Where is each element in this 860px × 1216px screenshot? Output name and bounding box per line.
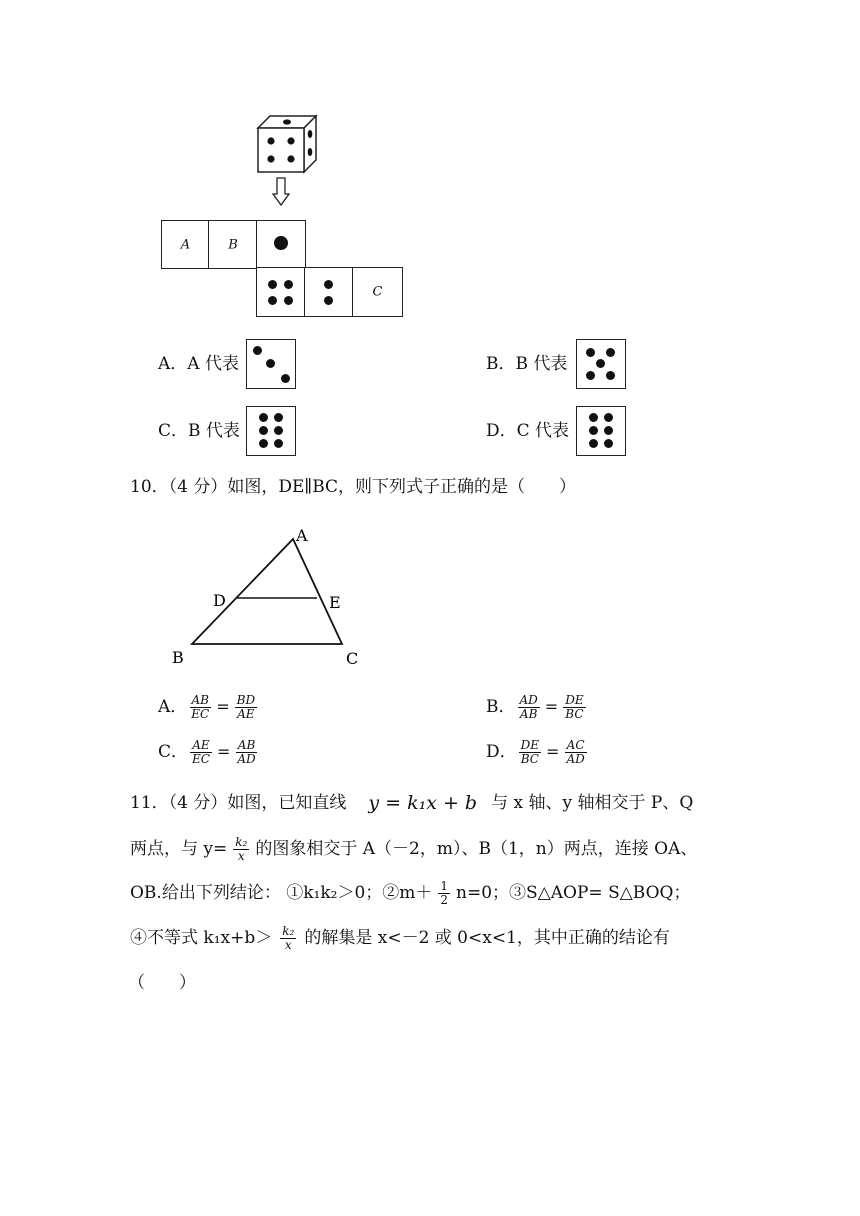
net-cell-c — [352, 267, 403, 317]
pip — [324, 280, 333, 289]
option-letter: C． — [158, 421, 189, 441]
option-letter: C． — [158, 741, 189, 762]
pip — [589, 413, 598, 422]
option-letter: A． — [158, 696, 188, 717]
die-face-five — [576, 339, 626, 389]
pip — [604, 413, 613, 422]
q11-line-4-a: ④不等式 k₁x+b＞ — [130, 927, 273, 948]
pip — [606, 348, 615, 357]
q11-line-1-a: 11．（4 分）如图，已知直线 — [130, 793, 347, 813]
vertex-label-c: C — [346, 649, 359, 668]
pip — [259, 439, 268, 448]
pip — [259, 413, 268, 422]
option-letter: A． — [158, 354, 188, 374]
die-face-six — [576, 406, 626, 456]
fraction: $\frac{AD}{AB}$ — [519, 693, 538, 721]
pip — [586, 348, 595, 357]
net-cell-b — [208, 220, 258, 269]
q9-option-d[interactable] — [486, 423, 569, 440]
equals-sign: = — [546, 742, 560, 762]
pip — [604, 426, 613, 435]
fraction: $\frac{AB}{AD}$ — [237, 738, 256, 766]
q11-line-4-b: 的解集是 x<－2 或 0<x<1，其中正确的结论有 — [304, 927, 670, 948]
equals-sign: = — [216, 697, 230, 717]
option-text: B 代表 — [188, 421, 240, 441]
fraction: $\frac{AB}{EC}$ — [191, 693, 210, 721]
pip — [596, 359, 605, 368]
q11-line-4 — [130, 925, 670, 951]
q9-option-b[interactable] — [486, 356, 567, 373]
vertex-label-e: E — [329, 593, 341, 612]
q10-stem: 10．（4 分）如图，DE∥BC，则下列式子正确的是（ ） — [130, 477, 577, 497]
vertex-label-a: A — [296, 526, 308, 545]
fraction: $\frac{\text{k₂}}{x}$ — [235, 835, 248, 863]
option-letter: D． — [486, 741, 517, 762]
pip — [604, 439, 613, 448]
q11-line-3-a: OB.给出下列结论： ①k₁k₂＞0；②m＋ — [130, 882, 433, 903]
vertex-label-b: B — [172, 648, 184, 667]
down-arrow-icon — [272, 177, 290, 207]
cube-figure — [254, 112, 320, 174]
fraction: $\frac{AC}{AD}$ — [566, 738, 585, 766]
net-cell-four — [256, 267, 306, 317]
net-label-b: B — [228, 237, 238, 252]
pip — [589, 439, 598, 448]
pip — [266, 359, 275, 368]
pip — [284, 280, 293, 289]
pip — [606, 371, 615, 380]
net-cell-one — [256, 220, 306, 269]
option-text: A 代表 — [187, 354, 239, 374]
net-cell-two — [304, 267, 354, 317]
pip — [274, 426, 283, 435]
net-label-c: C — [372, 284, 383, 300]
option-letter: B． — [486, 696, 516, 717]
die-face-three — [246, 339, 296, 389]
q11-line-equation: y = k₁x + b — [368, 792, 478, 814]
pip — [324, 296, 333, 305]
pip — [274, 439, 283, 448]
option-letter: B． — [486, 354, 516, 374]
die-face-six — [246, 406, 296, 456]
pip — [259, 426, 268, 435]
pip — [274, 413, 283, 422]
q9-option-c[interactable] — [158, 423, 240, 440]
q11-line-2-b: 的图象相交于 A（－2，m）、B（1，n）两点，连接 OA、 — [255, 838, 698, 859]
pip — [281, 374, 290, 383]
q10-option-a[interactable] — [158, 694, 259, 720]
pip — [284, 296, 293, 305]
q11-line-1-b: 与 x 轴、y 轴相交于 P、Q — [491, 793, 694, 813]
net-label-a: A — [180, 237, 191, 252]
pip — [586, 371, 595, 380]
pip — [268, 280, 277, 289]
fraction: $\frac{1}{2}$ — [440, 879, 449, 907]
pip — [274, 236, 288, 250]
option-text: B 代表 — [515, 354, 568, 374]
triangle-figure — [168, 525, 368, 670]
q11-line-2 — [130, 836, 697, 862]
q11-line-2-a: 两点，与 y= — [130, 838, 228, 859]
option-text: C 代表 — [516, 421, 570, 441]
q9-option-a[interactable] — [158, 356, 239, 373]
q10-option-c[interactable] — [158, 739, 260, 765]
q10-option-b[interactable] — [486, 694, 588, 720]
q11-line-3 — [130, 880, 690, 906]
option-letter: D． — [486, 421, 517, 441]
equals-sign: = — [544, 697, 559, 717]
q10-option-d[interactable] — [486, 739, 589, 765]
pip — [268, 296, 277, 305]
fraction: $\frac{DE}{BC}$ — [565, 693, 584, 721]
pip — [589, 426, 598, 435]
q11-line-1 — [130, 794, 693, 813]
fraction: $\frac{\text{k₂}}{x}$ — [282, 924, 295, 952]
fraction: $\frac{AE}{EC}$ — [192, 738, 210, 766]
fraction: $\frac{BD}{AE}$ — [236, 693, 256, 721]
pip — [253, 346, 262, 355]
vertex-label-d: D — [213, 591, 226, 610]
q11-answer-blank: （ ） — [128, 973, 196, 993]
q11-line-3-b: n=0；③S△AOP= S△BOQ； — [456, 882, 691, 903]
equals-sign: = — [216, 742, 231, 762]
net-cell-a — [161, 220, 210, 269]
fraction: $\frac{DE}{BC}$ — [520, 738, 540, 766]
